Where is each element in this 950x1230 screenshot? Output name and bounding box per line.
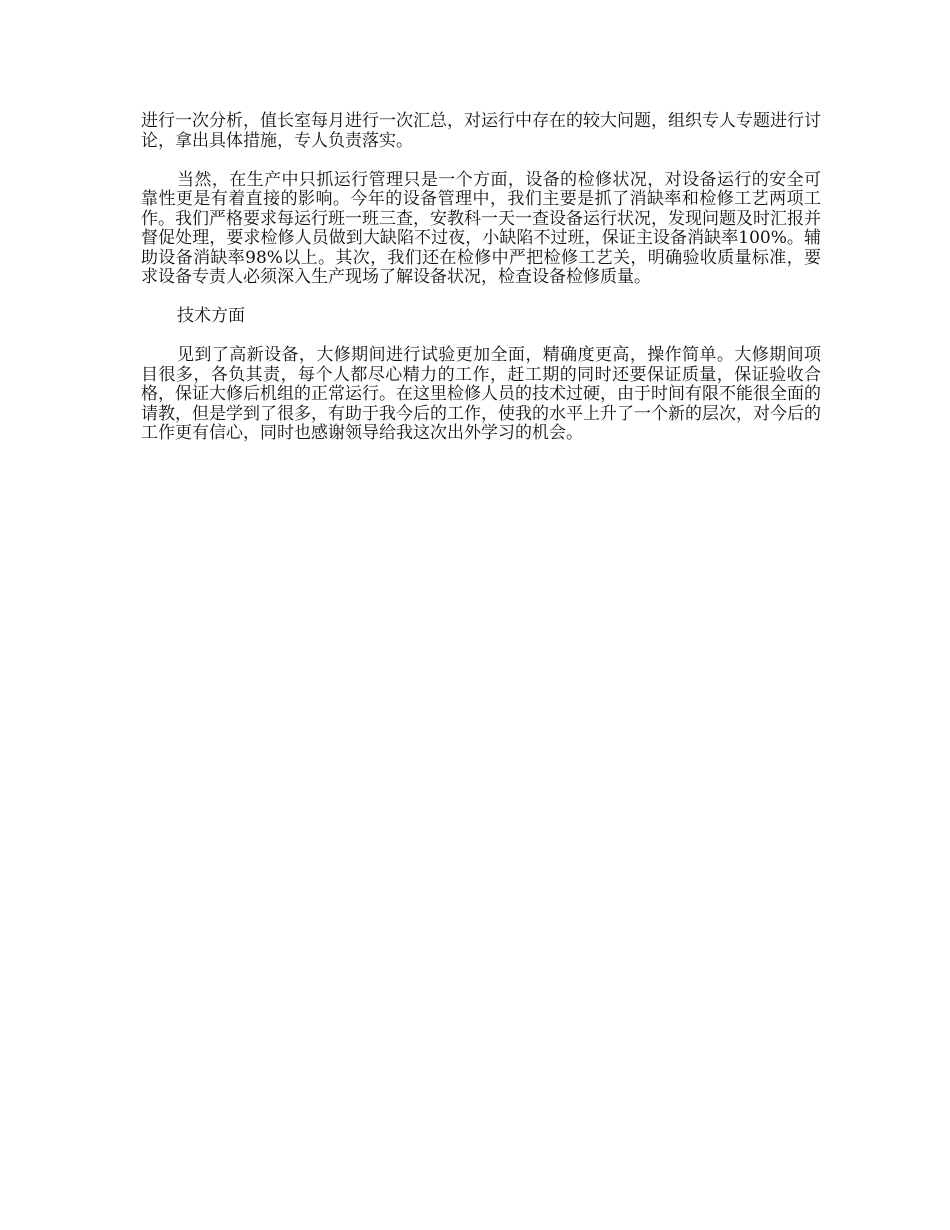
paragraph-equipment-maintenance: 当然，在生产中只抓运行管理只是一个方面，设备的检修状况，对设备运行的安全可靠性更是有着直接的影响。今年的设备管理中，我们主要是抓了消缺率和检修工艺两项工作。我们严格要求每运行班一班三查，安教科一天一查设备运行状况，发现问题及时汇报并督促处理，要求检修人员做到大缺陷不过夜，小缺陷不过班，保证主设备消缺率100%。辅助设备消缺率98%以上。其次，我们还在检修中严把检修工艺关，明确验收质量标准，要求设备专责人必须深入生产现场了解设备状况，检查设备检修质量。	[141, 169, 821, 287]
paragraph-technical-experience: 见到了高新设备，大修期间进行试验更加全面，精确度更高，操作简单。大修期间项目很多，各负其责，每个人都尽心精力的工作，赶工期的同时还要保证质量，保证验收合格，保证大修后机组的正常运行。在这里检修人员的技术过硬，由于时间有限不能很全面的请教，但是学到了很多，有助于我今后的工作，使我的水平上升了一个新的层次，对今后的工作更有信心，同时也感谢领导给我这次出外学习的机会。	[141, 345, 821, 443]
section-heading-technical: 技术方面	[177, 306, 245, 326]
document-body	[141, 112, 821, 463]
paragraph-operation-analysis: 进行一次分析，值长室每月进行一次汇总，对运行中存在的较大问题，组织专人专题进行讨论，拿出具体措施，专人负责落实。	[141, 111, 821, 151]
